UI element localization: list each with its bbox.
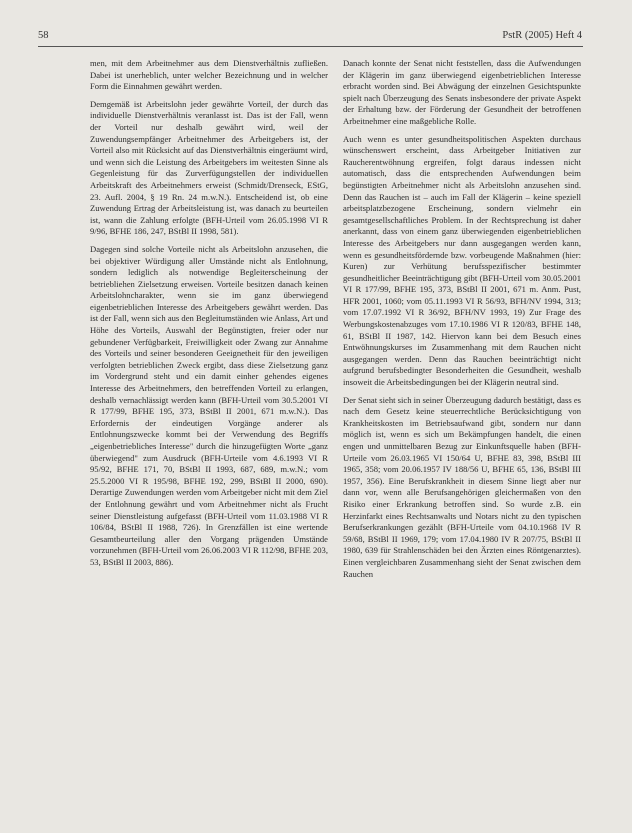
paragraph: Dagegen sind solche Vorteile nicht als Arbeitslohn anzusehen, die bei objektiver Würdigung aller Umstände nicht als Entlohnung, sondern lediglich als notwendige Begleiterscheinung der betriebliehen Zielsetzung erweisen. Vorteile besitzen danach keinen Arbeitslohncharakter, wenn sie im ganz überwiegend eigenbetrieblichen Interesse des Arbeitgebers gewährt werden. Das ist der Fall, wenn sich aus den Begleitumständen wie Anlass, Art und Höhe des Vorteils, Auswahl der Begünstigten, freier oder nur gebundener Verfügbarkeit, Freiwilligkeit oder Zwang zur Annahme des Vorteils und seiner besonderen Geeignetheit für den jeweiligen verfolgten betrieblichen Zweck ergibt, dass diese Zielsetzung ganz im Vordergrund steht und ein damit einher gehendes eigenes Interesse des Arbeitnehmers, den betreffenden Vorteil zu erlangen, deshalb vernachlässigt werden kann (BFH-Urteil vom 30.5.2001 VI R 177/99, BFHE 195, 373, BStBl II 2001, 671 m.w.N.). Das Erfordernis der eindeutigen Vorgänge anderer als Entlohnungszwecke kommt bei der Verwendung des Begriffs „eigenbetriebliches Interesse" durch die hinzugefügten Worte „ganz überwiegend" zum Ausdruck (BFH-Urteile vom 4.6.1993 VI R 95/92, BFHE 171, 70, BStBl II 1993, 687, 689, m.w.N.; vom 25.5.2000 VI R 195/98, BFHE 192, 299, BStBl II 2000, 690). Derartige Zuwendungen werden vom Arbeitgeber nicht mit dem Ziel der Entlohnung gewährt und vom Arbeitnehmer nicht als Frucht seiner Dienstleistung aufgefasst (BFH-Urteil vom 11.03.1988 VI R 106/84, BStBl II 1988, 726). In Grenzfällen ist eine wertende Gesamtbeurteilung aller den Vorgang prägenden Umstände vorzunehmen (BFH-Urteil vom 26.06.2003 VI R 112/98, BFHE 203, 53, BStBl II 2003, 886). (90, 243, 328, 567)
right-column (343, 58, 581, 586)
paragraph: Auch wenn es unter gesundheitspolitischen Aspekten durchaus wünschenswert erscheint, dass Arbeitgeber Initiativen zur Raucherentwöhnung ergreifen, folgt daraus indessen nicht automatisch, dass die entsprechenden Aufwendungen beim begünstigten Arbeitnehmer nicht als Arbeitslohn anzusehen sind. Denn das Rauchen ist – auch im Fall der Klägerin – keine speziell arbeitsplatzbezogene Erscheinung, sondern vielmehr ein gesamtgesellschaftliches Problem. In der Rechtsprechung ist daher anerkannt, dass von einem ganz überwiegenden eigenbetrieblichen Interesse des Arbeitgebers nur dann ausgegangen werden kann, wenn es gesundheitsfördernde bzw. vorbeugende Maßnahmen (hier: Kuren) zur Verhütung berufsspezifischer bestimmter gesundheitlicher Beeinträchtigung gibt (BFH-Urteil vom 30.05.2001 VI R 177/99, BFHE 195, 373, BStBl II 2001, 671 m. Anm. Pust, HFR 2001, 1060; vom 05.11.1993 VI R 56/93, BFH/NV 1994, 313; vom 17.07.1992 VI R 36/92, BFH/NV 1993, 19) Zur Frage des Werbungskostenabzuges vom 17.10.1986 VI R 120/83, BFHE 148, 61, BStBl II 1987, 142. Hiervon kann bei dem Besuch eines Entwöhnungskurses im Zusammenhang mit dem Rauchen nicht ausgegangen werden. Denn das Rauchen beeinträchtigt nicht aufgrund berufsbedingter Besonderheiten die Gesundheit, weshalb insoweit die Arbeitsbedingungen bei der Klägerin neutral sind. (343, 133, 581, 388)
page-number: 58 (38, 30, 49, 41)
header-rule (38, 46, 583, 47)
paragraph: Der Senat sieht sich in seiner Überzeugung dadurch bestätigt, dass es nach dem Gesetz keine steuerrechtliche Berücksichtigung von Krankheitskosten im Betriebsaufwand gibt, sondern nur dann möglich ist, wenn es sich um Bekämpfungen handelt, die einen engen und unmittelbaren Bezug zur Einkunftsquelle haben (BFH-Urteile vom 26.03.1965 VI 150/64 U, BFHE 83, 398, BStBl III 1965, 358; vom 20.06.1957 IV 188/56 U, BFHE 65, 136, BStBl III 1957, 356). Eine Berufskrankheit in diesem Sinne liegt aber nur dann vor, wenn alle Berufsangehörigen gleichermaßen von den Risiko einer Erkrankung betroffen sind. So wurde z.B. ein Herzinfarkt eines Rechtsanwalts und Notars nicht zu den typischen Berufserkrankungen gezählt (BFH-Urteile vom 04.10.1968 IV R 59/68, BStBl II 1969, 179; vom 17.04.1980 IV R 207/75, BStBl II 1980, 639 für Strahlenschäden bei den Ärzten eines Röntgenarztes). Einen vergleichbaren Zusammenhang sieht der Senat zwischen dem Rauchen (343, 394, 581, 579)
journal-reference: PstR (2005) Heft 4 (502, 30, 582, 41)
paragraph: men, mit dem Arbeitnehmer aus dem Dienstverhältnis zufließen. Dabei ist unerheblich, unter welcher Bezeichnung und in welcher Form die Einnahmen gewährt werden. (90, 58, 328, 92)
paragraph: Danach konnte der Senat nicht feststellen, dass die Aufwendungen der Klägerin im ganz überwiegend eigenbetrieblichen Interesse erbracht worden sind. Bei Abwägung der einzelnen Gesichtspunkte spielt nach Überzeugung des Senats insbesondere der private Aspekt der Erhaltung bzw. der Förderung der Gesundheit der betroffenen Arbeitnehmer eine maßgebliche Rolle. (343, 58, 581, 126)
left-column (90, 58, 328, 575)
paragraph: Demgemäß ist Arbeitslohn jeder gewährte Vorteil, der durch das individuelle Dienstverhältnis veranlasst ist. Das ist der Fall, wenn der Vorteil nur deshalb gewährt wird, weil der Zuwendungsempfänger Arbeitnehmer des Arbeitgebers ist, der Vorteil also mit Rücksicht auf das Dienstverhältnis eingeräumt wird, und wenn sich die Leistung des Arbeitgebers im weitesten Sinne als Gegenleistung für das Zurverfügungstellen der individuellen Arbeitskraft des Arbeitnehmers erweist (Schmidt/Drenseck, EStG, 23. Aufl. 2004, § 19 Rn. 24 m.w.N.). Entscheidend ist, ob eine Zuwendung Ertrag der Arbeitsleistung ist, was danach zu beurteilen ist, wann die Zahlung erfolgte (BFH-Urteil vom 26.05.1998 VI R 9/96, BFHE 186, 247, BStBl II 1998, 581). (90, 98, 328, 237)
